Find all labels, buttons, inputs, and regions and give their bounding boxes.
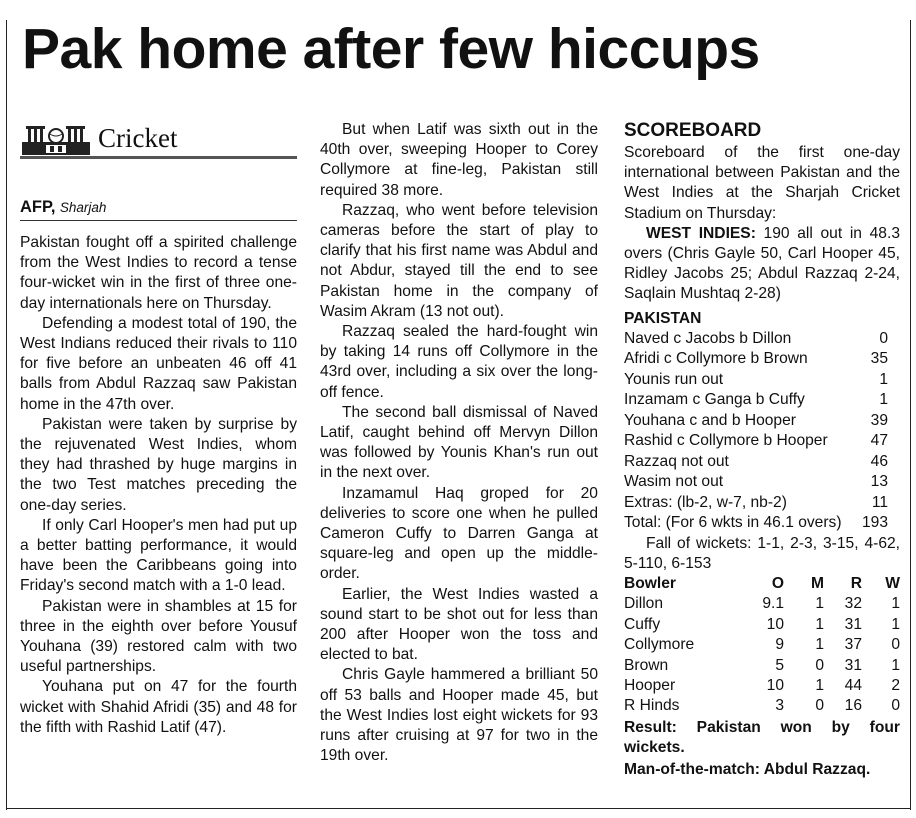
runs: 1 [879,370,888,388]
bowling-row [624,615,900,635]
byline-place: Sharjah [59,200,107,215]
man-of-the-match: Man-of-the-match: Abdul Razzaq. [624,760,871,778]
bowling-row [624,696,900,716]
section-label: Cricket [98,123,178,153]
batsman: Inzamam c Ganga b Cuffy [624,391,805,409]
paragraph: Pakistan were taken by surprise by the rejuvenated West Indies, whom they had thrashed by huge margins in the two Test matches preceding the one-day series. [20,415,297,514]
paragraph: If only Carl Hooper's men had put up a better batting performance, it would have been the Caribbeans going into Friday's second match with a 1-0 lead. [20,516,297,595]
bowler-name: Hooper [624,677,676,695]
runs: 47 [870,432,888,450]
extras-row [624,493,900,514]
batsman: Wasim not out [624,473,724,491]
right-column-rule [910,20,911,810]
runs-conceded: 31 [844,656,862,674]
runs-conceded: 16 [844,697,862,715]
bowler-name: Collymore [624,636,695,654]
bowling-row [624,656,900,676]
scoreboard [624,119,900,780]
left-column-rule [6,20,7,810]
paragraph: Pakistan were in shambles at 15 for three in the eighth over before Yousuf Youhana (39) restored calm with two useful partnerships. [20,597,297,676]
maidens: 1 [815,636,824,654]
bowler-name: Brown [624,656,669,674]
bowling-table [624,574,900,717]
pakistan-label: PAKISTAN [624,309,702,327]
batsman: Afridi c Collymore b Brown [624,350,808,368]
fall-of-wickets: Fall of wickets: 1-1, 2-3, 3-15, 4-62, 5-110, 6-153 [624,534,900,572]
col-header-maidens: M [811,575,824,593]
col-header-wickets: W [885,575,900,593]
batsman: Naved c Jacobs b Dillon [624,329,792,347]
runs: 13 [870,473,888,491]
article-column-2 [320,120,598,767]
wickets: 0 [891,697,900,715]
extras-runs: 11 [871,493,888,511]
bowler-name: R Hinds [624,697,680,715]
maidens: 0 [815,697,824,715]
paragraph: Chris Gayle hammered a brilliant 50 off 53 balls and Hooper made 45, but the West Indies lost eight wickets for 93 runs after cruising at 97 for two in the 19th over. [320,666,598,765]
paragraph: Pakistan fought off a spirited challenge from the West Indies to record a tense four-wicket win in the first of three one-day internationals here on Thursday. [20,234,297,312]
paragraph: Defending a modest total of 190, the West Indians reduced their rivals to 110 for five before an unbeaten 46 off 41 balls from Abdul Razzaq saw Pakistan home in the 47th over. [20,314,297,413]
batsman: Younis run out [624,370,724,388]
paragraph: Youhana put on 47 for the fourth wicket with Shahid Afridi (35) and 48 for the fifth with Rashid Latif (47). [20,678,297,736]
col-header-bowler: Bowler [624,575,676,593]
batting-row [624,349,900,370]
total-row [624,513,900,534]
section-rule [20,156,297,159]
wickets: 2 [891,677,900,695]
runs-conceded: 31 [844,615,862,633]
overs: 9.1 [762,595,784,613]
overs: 5 [775,656,784,674]
overs: 10 [766,677,784,695]
runs: 35 [870,350,888,368]
batting-row [624,452,900,473]
maidens: 1 [815,615,824,633]
paragraph: Inzamamul Haq groped for 20 deliveries to score one when he pulled Cameron Cuffy to Darren Ganga at square-leg and open up the middle-order. [320,484,598,583]
maidens: 0 [815,656,824,674]
runs-conceded: 37 [844,636,862,654]
west-indies-text: 190 all out in 48.3 overs (Chris Gayle 50, Carl Hooper 45, Ridley Jacobs 25; Abdul Razzaq 2-24, Saqlain Mushtaq 2-28) [624,224,900,303]
extras-label: Extras: (lb-2, w-7, nb-2) [624,493,787,511]
overs: 3 [775,697,784,715]
byline-rule [20,220,297,221]
batsman: Razzaq not out [624,452,729,470]
paragraph: Razzaq, who went before television cameras before the start of play to clarify that his first name was Abdul and not Abdur, stayed till the end to see Pakistan home in the company of Wasim Akram (13 not out). [320,201,598,320]
overs: 10 [766,615,784,633]
scoreboard-intro: Scoreboard of the first one-day international between Pakistan and the West Indies at the Sharjah Cricket Stadium on Thursday: [624,144,900,222]
batsman: Youhana c and b Hooper [624,411,796,429]
runs: 1 [879,391,888,409]
bottom-rule [6,808,911,809]
runs-conceded: 32 [844,595,862,613]
batting-row [624,472,900,493]
batting-row [624,329,900,350]
wickets: 1 [891,656,900,674]
west-indies-label: WEST INDIES: [646,224,756,242]
col-header-overs: O [771,575,784,593]
batsman: Rashid c Collymore b Hooper [624,432,828,450]
wickets: 0 [891,636,900,654]
match-result: Result: Pakistan won by four wickets. [624,718,900,757]
west-indies-summary [624,224,900,305]
batting-row [624,390,900,411]
overs: 9 [775,636,784,654]
total-runs: 193 [861,514,888,532]
scoreboard-title: SCOREBOARD [624,120,762,141]
col-header-runs: R [850,575,862,593]
batting-row [624,370,900,391]
byline [20,196,297,219]
runs-conceded: 44 [844,677,862,695]
runs: 46 [870,452,888,470]
wickets: 1 [891,595,900,613]
article-column-1 [20,233,297,738]
paragraph: Earlier, the West Indies wasted a sound start to be shot out for less than 200 after Hooper won the toss and elected to bat. [320,585,598,664]
batting-row [624,411,900,432]
runs: 39 [870,411,888,429]
bowling-row [624,676,900,696]
cricket-bats-ball-icon [20,118,92,156]
byline-agency: AFP, [20,198,56,216]
paragraph: The second ball dismissal of Naved Latif, caught behind off Mervyn Dillon was followed by Younis Khan's run out in the next over. [320,403,598,482]
bowling-row [624,635,900,655]
runs: 0 [879,329,888,347]
wickets: 1 [891,615,900,633]
bowling-header-row [624,574,900,594]
maidens: 1 [815,677,824,695]
bowler-name: Cuffy [624,615,661,633]
paragraph: Razzaq sealed the hard-fought win by taking 14 runs off Collymore in the 43rd over, including a six over the long-off fence. [320,323,598,401]
headline: Pak home after few hiccups [22,17,760,81]
batting-row [624,431,900,452]
paragraph: But when Latif was sixth out in the 40th over, sweeping Hooper to Corey Collymore at fine-leg, Pakistan still required 38 more. [320,121,598,199]
bowler-name: Dillon [624,595,663,613]
total-label: Total: (For 6 wkts in 46.1 overs) [624,514,842,532]
section-header [20,118,297,158]
bowling-row [624,594,900,614]
maidens: 1 [815,595,824,613]
